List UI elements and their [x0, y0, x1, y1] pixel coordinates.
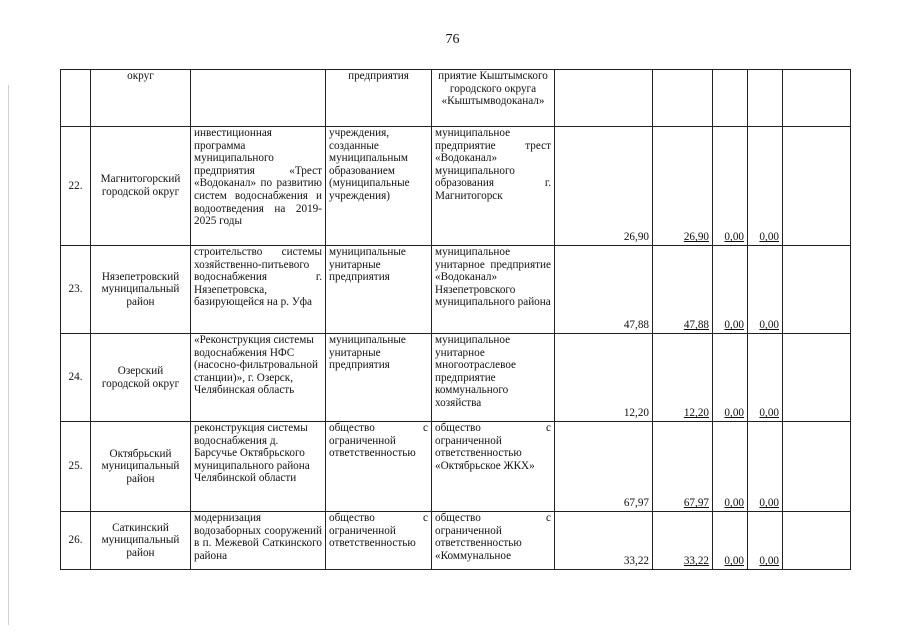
organization-type: учреждения, созданные муниципальным образованием (муниципальные учреждения)	[326, 127, 432, 246]
program-description: «Реконструкция системы водоснабжения НФС (насосно-фильтровальной станции)», г. Озерск, Челябинская область	[191, 334, 326, 422]
row-number: 23.	[61, 246, 91, 334]
row-number: 25.	[61, 422, 91, 512]
table-row	[61, 422, 851, 512]
value-local: 0,00	[748, 127, 783, 246]
table-row	[61, 246, 851, 334]
cell-v1-header	[555, 70, 653, 127]
value-total: 26,90	[555, 127, 653, 246]
page-number: 76	[445, 32, 460, 47]
municipality-name: Магнитогорский городской округ	[91, 127, 191, 246]
municipality-name: Озерский городской округ	[91, 334, 191, 422]
value-local: 0,00	[748, 422, 783, 512]
program-description: инвестиционная программа муниципального предприятия «Трест «Водоканал» по развитию систем водоснабжения и водоотведения на 2019-2025 годы	[191, 127, 326, 246]
value-federal: 0,00	[713, 334, 748, 422]
value-federal: 0,00	[713, 422, 748, 512]
organization-name: общество с ограниченной ответственностью «Коммунальное	[432, 512, 555, 570]
value-regional: 12,20	[653, 334, 713, 422]
row-number: 26.	[61, 512, 91, 570]
cell-v2-header	[653, 70, 713, 127]
cell-extra	[783, 334, 851, 422]
municipality-name: Нязепетровский муниципальный район	[91, 246, 191, 334]
cell-type-header: предприятия	[326, 70, 432, 127]
program-description: модернизация водозаборных сооружений в п. Межевой Саткинского района	[191, 512, 326, 570]
organization-type: общество с ограниченной ответственностью	[326, 512, 432, 570]
value-total: 47,88	[555, 246, 653, 334]
municipality-name: Саткинский муниципальный район	[91, 512, 191, 570]
row-number: 24.	[61, 334, 91, 422]
organization-name: муниципальное унитарное предприятие «Водоканал» Нязепетровского муниципального района	[432, 246, 555, 334]
table-header-continuation-row	[61, 70, 851, 127]
program-description: строительство системы хозяйственно-питьевого водоснабжения г. Нязепетровска, базирующейся на р. Уфа	[191, 246, 326, 334]
organization-type: муниципальные унитарные предприятия	[326, 246, 432, 334]
table-row	[61, 512, 851, 570]
value-local: 0,00	[748, 246, 783, 334]
scan-edge-line	[8, 85, 9, 625]
program-description: реконструкция системы водоснабжения д. Барсучье Октябрьского муниципального района Челябинской области	[191, 422, 326, 512]
organization-type: общество с ограниченной ответственностью	[326, 422, 432, 512]
cell-extra	[783, 246, 851, 334]
cell-num-header	[61, 70, 91, 127]
cell-name-header: округ	[91, 70, 191, 127]
value-regional: 33,22	[653, 512, 713, 570]
organization-name: общество с ограниченной ответственностью «Октябрьское ЖКХ»	[432, 422, 555, 512]
cell-program-header	[191, 70, 326, 127]
cell-extra-header	[783, 70, 851, 127]
cell-extra	[783, 127, 851, 246]
organization-type: муниципальные унитарные предприятия	[326, 334, 432, 422]
data-table	[60, 69, 851, 570]
cell-v4-header	[748, 70, 783, 127]
value-regional: 26,90	[653, 127, 713, 246]
cell-extra	[783, 512, 851, 570]
row-number: 22.	[61, 127, 91, 246]
organization-name: муниципальное предприятие трест «Водоканал» муниципального образования г. Магнитогорск	[432, 127, 555, 246]
value-local: 0,00	[748, 512, 783, 570]
municipality-name: Октябрьский муниципальный район	[91, 422, 191, 512]
value-regional: 47,88	[653, 246, 713, 334]
cell-v3-header	[713, 70, 748, 127]
value-local: 0,00	[748, 334, 783, 422]
value-total: 33,22	[555, 512, 653, 570]
cell-org-header: приятие Кыштымского городского округа «Кыштымводоканал»	[432, 70, 555, 127]
table-row	[61, 127, 851, 246]
organization-name: муниципальное унитарное многоотраслевое предприятие коммунального хозяйства	[432, 334, 555, 422]
value-total: 12,20	[555, 334, 653, 422]
cell-extra	[783, 422, 851, 512]
value-regional: 67,97	[653, 422, 713, 512]
value-federal: 0,00	[713, 246, 748, 334]
value-total: 67,97	[555, 422, 653, 512]
value-federal: 0,00	[713, 512, 748, 570]
table-row	[61, 334, 851, 422]
value-federal: 0,00	[713, 127, 748, 246]
